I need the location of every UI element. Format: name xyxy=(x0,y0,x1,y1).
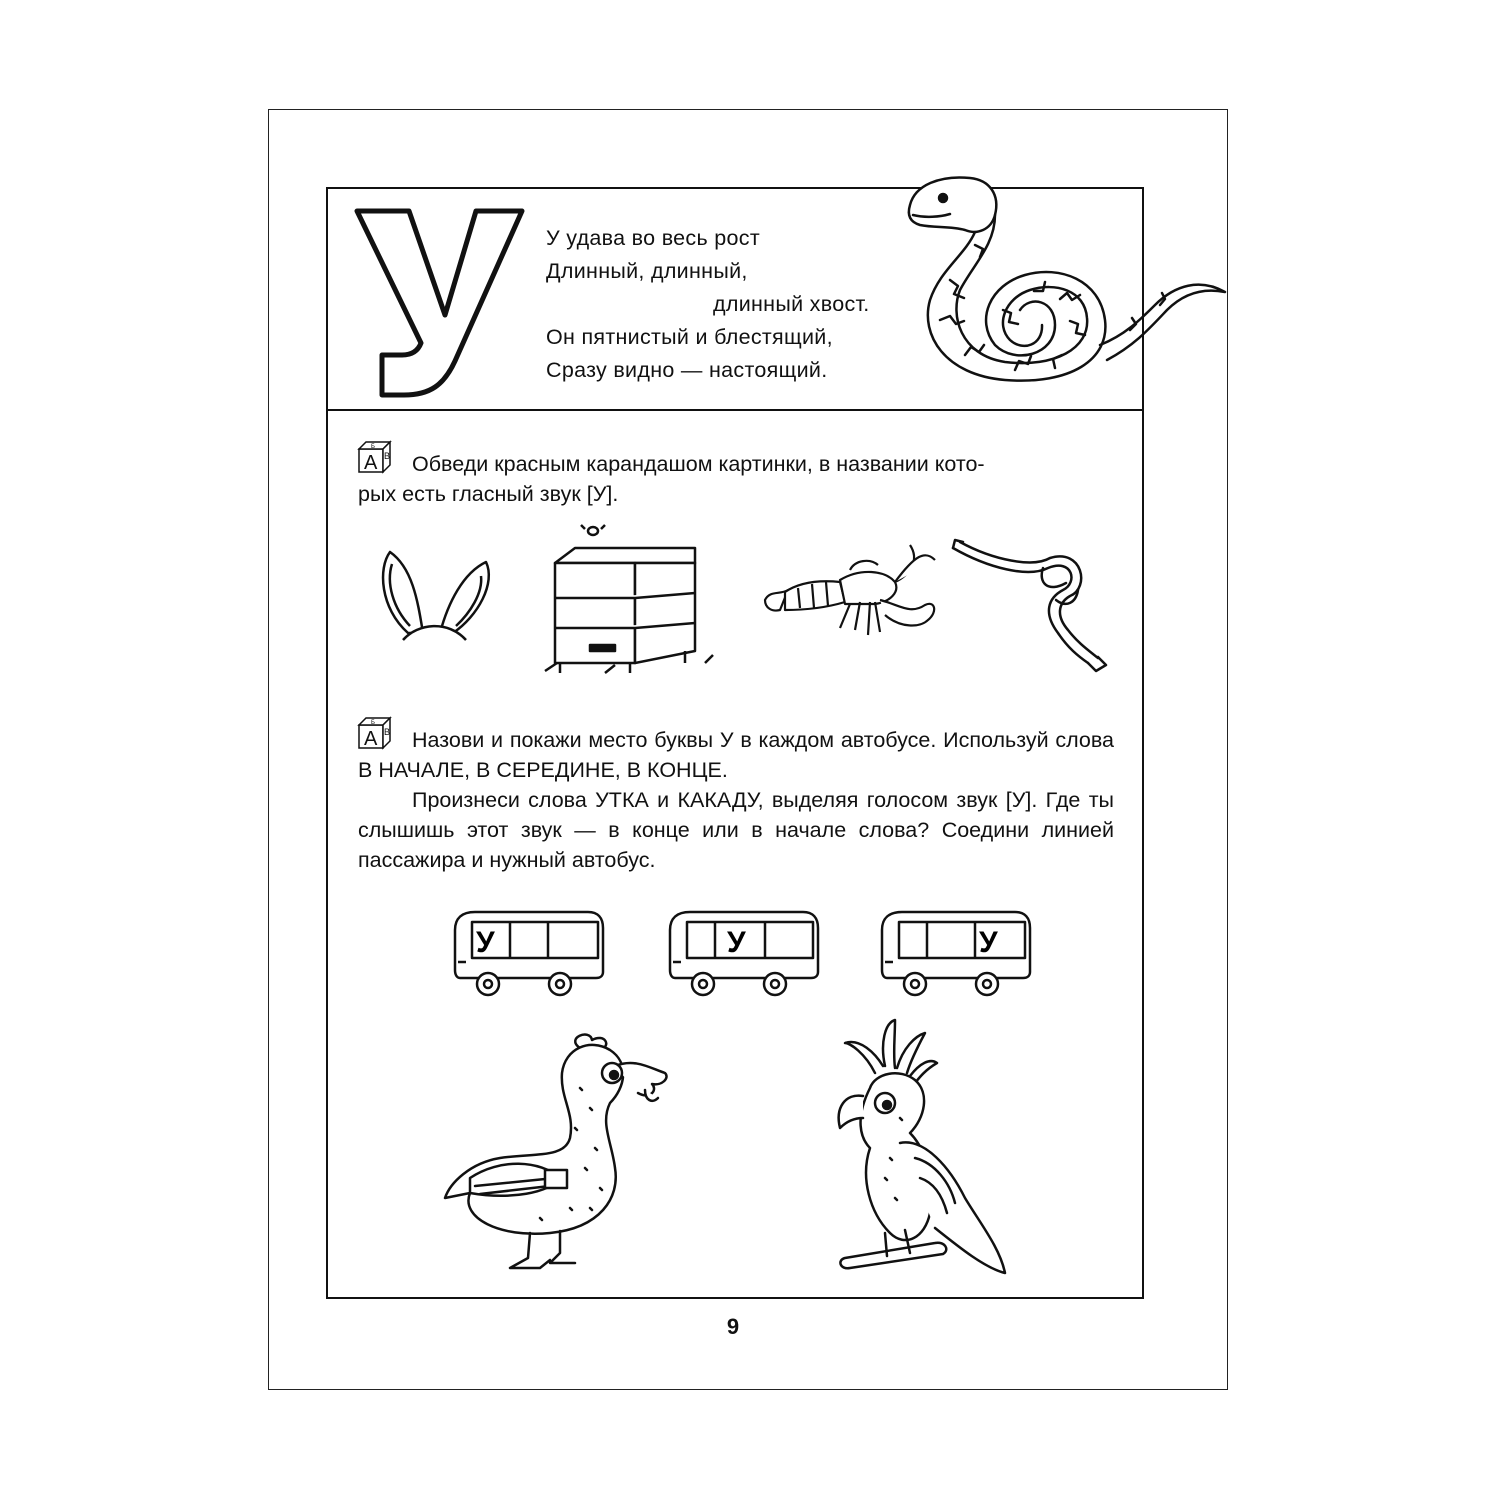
duck-picture[interactable] xyxy=(440,1028,680,1278)
poem-line: Сразу видно — настоящий. xyxy=(546,358,828,382)
svg-text:Б: Б xyxy=(371,444,375,450)
poem-line: У удава во весь рост xyxy=(546,226,760,250)
bus-letter-end[interactable] xyxy=(877,910,1032,1000)
poem-line: Длинный, длинный, xyxy=(546,259,748,283)
bus-letter: У xyxy=(727,926,746,959)
hare-ears-picture[interactable] xyxy=(378,548,493,643)
bus-letter: У xyxy=(476,926,495,959)
svg-text:Б: Б xyxy=(371,720,375,726)
cockatoo-picture[interactable] xyxy=(815,1018,1010,1283)
poem xyxy=(546,222,896,387)
boa-snake-illustration xyxy=(895,170,1230,395)
poem-line: длинный хвост. xyxy=(713,292,870,316)
task1-instruction xyxy=(358,449,1114,509)
crayfish-picture[interactable] xyxy=(760,540,940,655)
task2-instruction xyxy=(358,725,1114,875)
bus-letter-start[interactable] xyxy=(450,910,605,1000)
task2-paragraph: Назови и покажи место буквы У в каждом автобусе. Используй слова В НАЧАЛЕ, В СЕРЕДИНЕ, В КОНЦЕ. xyxy=(358,728,1114,782)
page-number: 9 xyxy=(726,1314,740,1339)
beehive-picture[interactable] xyxy=(545,523,715,678)
svg-text:A: A xyxy=(364,452,378,474)
task1-line: рых есть гласный звук [У]. xyxy=(358,482,619,506)
poem-line: Он пятнистый и блестящий, xyxy=(546,325,833,349)
big-letter-u xyxy=(352,203,527,398)
header-divider xyxy=(326,409,1144,411)
svg-text:В: В xyxy=(384,451,391,461)
rope-knot-picture[interactable] xyxy=(948,538,1113,673)
svg-text:В: В xyxy=(384,727,391,737)
task2-paragraph: Произнеси слова УТКА и КАКАДУ, выделяя голосом звук [У]. Где ты слышишь этот звук — в конце или в начале слова? Соедини линией пассажира и нужный автобус. xyxy=(358,788,1114,872)
task1-line: Обведи красным карандашом картинки, в названии кото- xyxy=(412,452,985,476)
bus-letter-middle[interactable] xyxy=(665,910,820,1000)
svg-text:A: A xyxy=(364,728,378,750)
bus-letter: У xyxy=(979,926,998,959)
